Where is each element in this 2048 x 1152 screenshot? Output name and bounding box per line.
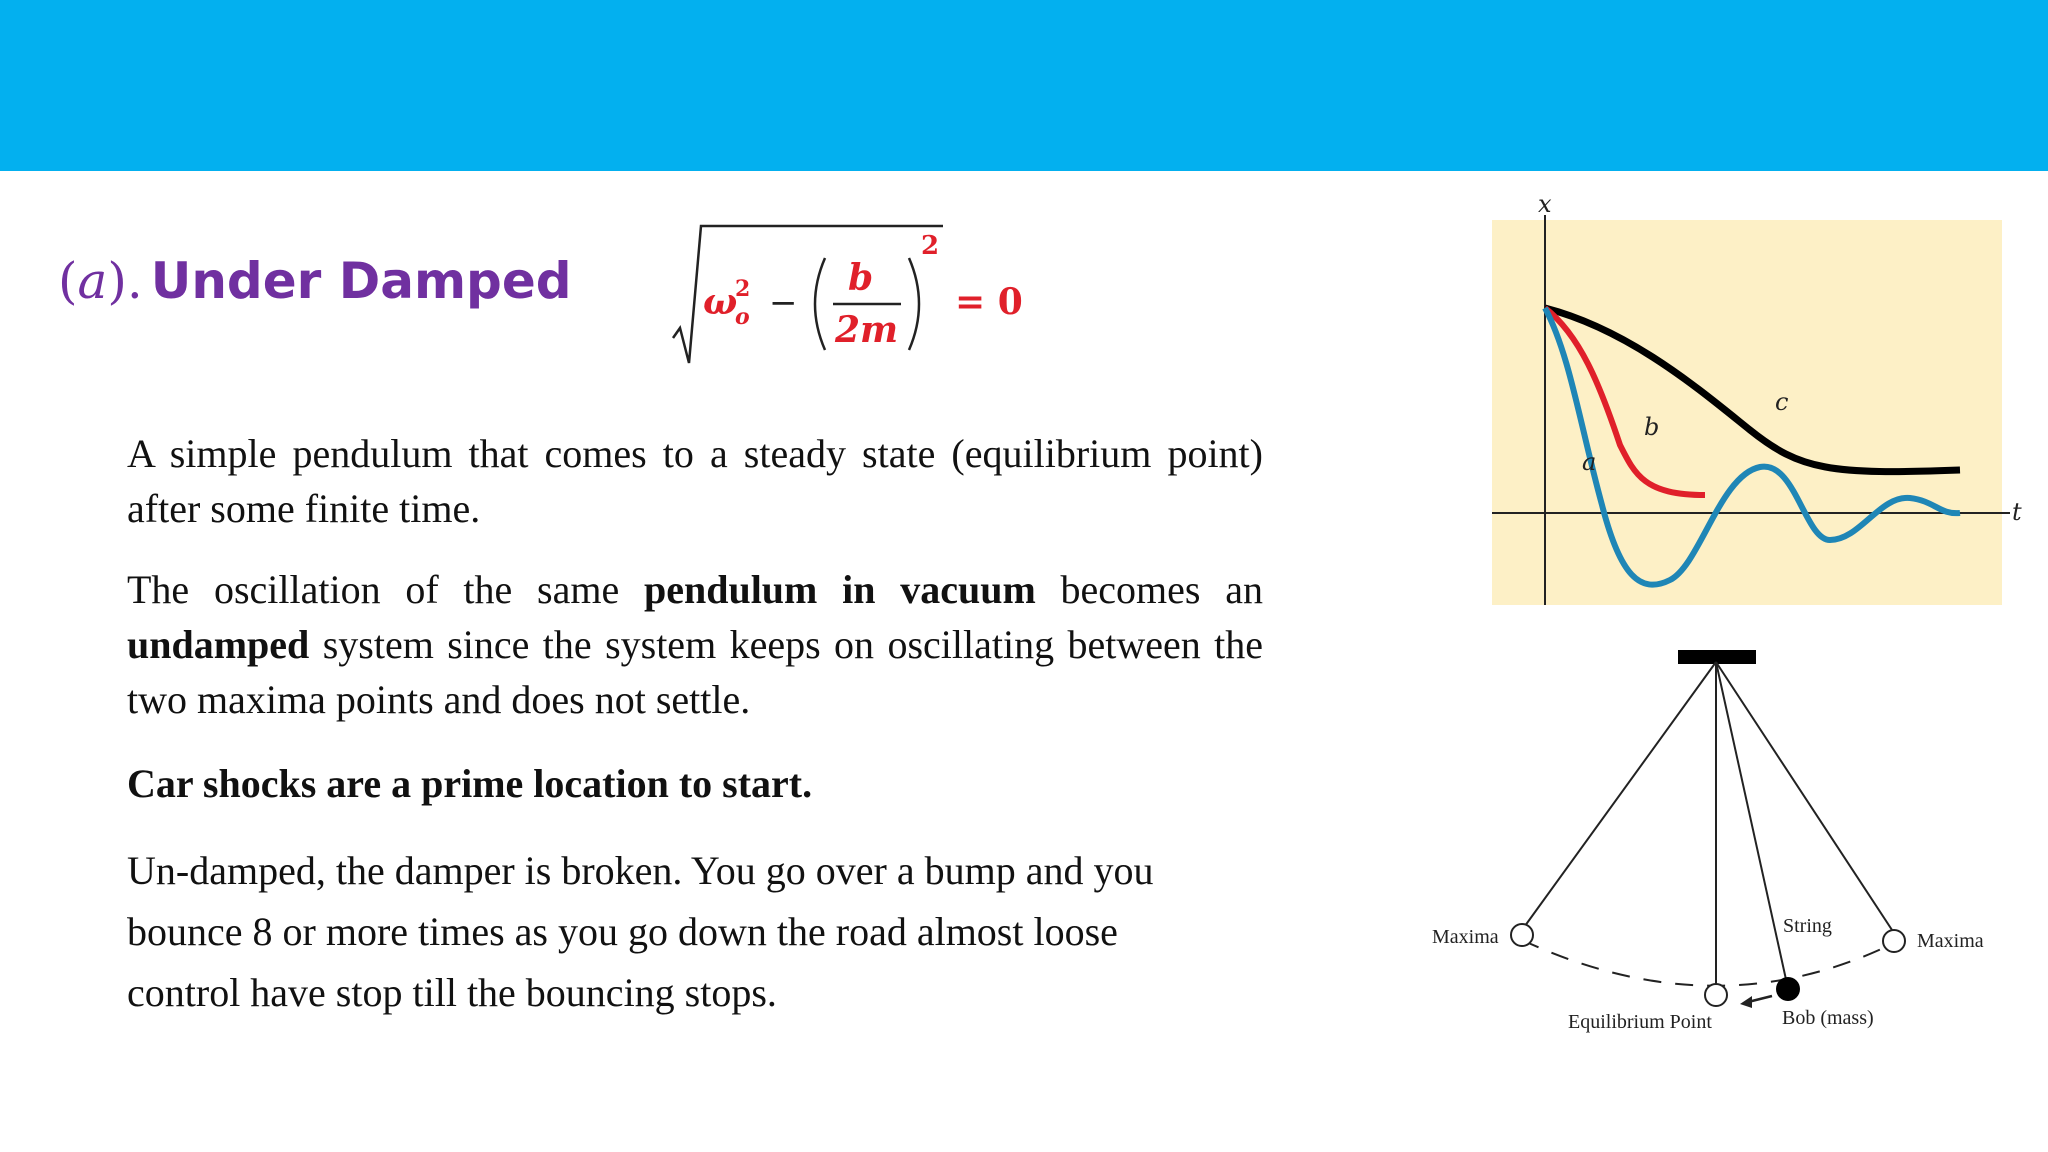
heading-label-letter: a (77, 252, 108, 310)
left-paren (815, 258, 825, 350)
omega-symbol: ω (703, 281, 738, 323)
bob-mass (1776, 977, 1800, 1001)
curve-c-label: c (1775, 388, 1789, 416)
heading-open-paren: ( (58, 252, 78, 310)
paragraph-car-shocks: Car shocks are a prime location to start. (127, 761, 813, 806)
string-bob (1716, 662, 1787, 984)
left-maxima-position (1511, 924, 1533, 946)
equals-zero: = 0 (955, 281, 1023, 323)
curve-b-label: b (1644, 413, 1660, 441)
p2-bold-1: pendulum in vacuum (643, 567, 1036, 612)
right-maxima-position (1883, 930, 1905, 952)
fraction-denominator: 2m (835, 309, 899, 351)
omega-superscript: 2 (735, 276, 751, 302)
omega-subscript: o (735, 304, 750, 330)
right-paren (909, 258, 919, 350)
string-left-maxima (1522, 662, 1716, 930)
motion-arrow-head (1740, 996, 1752, 1008)
header-band (0, 0, 2048, 171)
string-right-maxima (1716, 662, 1894, 933)
damping-curves-graph (1430, 185, 2030, 615)
p4-line-3: control have stop till the bouncing stops. (127, 970, 777, 1015)
minus-sign: − (769, 283, 798, 323)
graph-background (1492, 220, 2002, 605)
paragraph-vacuum (127, 562, 1263, 727)
string-label: String (1783, 915, 1832, 937)
left-maxima-label: Maxima (1432, 926, 1499, 948)
x-axis-label: t (2012, 498, 2022, 526)
p4-line-1: Un-damped, the damper is broken. You go over a bump and you (127, 848, 1154, 893)
curve-a-label: a (1582, 448, 1597, 476)
p4-line-2: bounce 8 or more times as you go down the road almost loose (127, 909, 1118, 954)
outer-exponent: 2 (921, 231, 940, 261)
p2-text-1: The oscillation of the same (127, 567, 644, 612)
p2-text-2: becomes an (1035, 567, 1263, 612)
fraction-numerator: b (848, 257, 874, 299)
paragraph-undamped (127, 840, 1267, 1023)
swing-arc (1522, 940, 1894, 986)
p2-bold-2: undamped (127, 622, 310, 667)
heading-title: Under Damped (150, 252, 572, 310)
equilibrium-position (1705, 984, 1727, 1006)
damping-condition-formula (665, 218, 1035, 368)
y-axis-label: x (1538, 190, 1552, 218)
paragraph-steady-state: A simple pendulum that comes to a steady state (equilibrium point) after some finite time. (127, 431, 1263, 531)
equilibrium-label: Equilibrium Point (1568, 1011, 1712, 1033)
heading-close-paren: ). (107, 252, 143, 310)
pendulum-diagram (1420, 640, 2020, 1040)
right-maxima-label: Maxima (1917, 930, 1984, 952)
section-heading (58, 252, 572, 310)
bob-label: Bob (mass) (1782, 1007, 1874, 1029)
p2-text-3: system since the system keeps on oscillating between the two maxima points and does not settle. (127, 622, 1263, 722)
